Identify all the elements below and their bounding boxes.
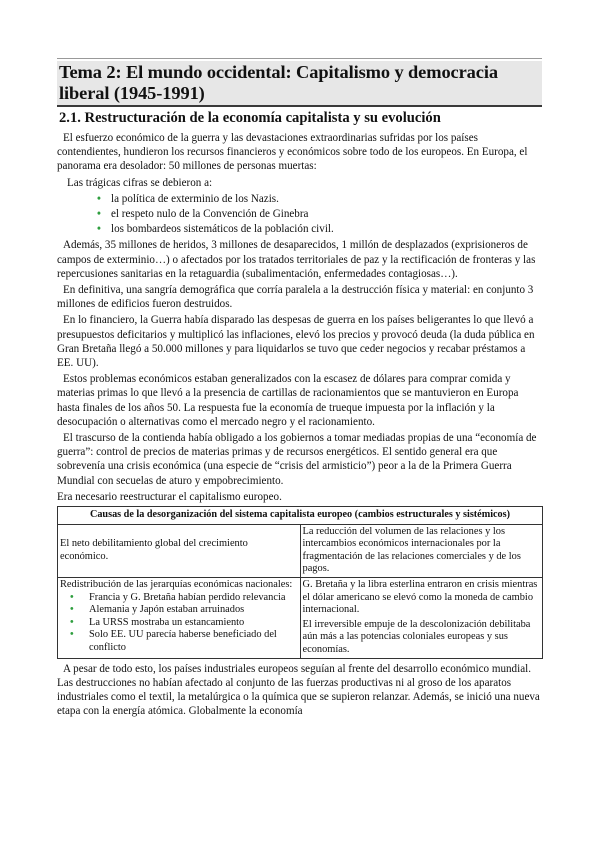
cell-paragraph: El irreversible empuje de la descolonización debilitaba aún más a las potencias coloniales europeas y sus economías.	[302, 618, 531, 656]
list-item: • la política de exterminio de los Nazis.	[97, 192, 543, 206]
paragraph-war-economy: El trascurso de la contienda había obligado a los gobiernos a tomar mediadas propias de una “economía de guerra”: control de precios de materias primas y de recursos energéticos. El sentido general era que sobrevenía una crisis económica (una especie de “crisis del armisticio”) peor a la de la Primera Guerra Mundial con secuelas de aturo y empobrecimiento.	[57, 432, 537, 487]
table-cell: El neto debilitamiento global del crecimiento económico.	[58, 524, 301, 577]
list-item: • Solo EE. UU parecía haberse beneficiado del conflicto	[68, 629, 298, 654]
table-cell	[58, 578, 301, 659]
top-rule	[57, 58, 542, 59]
table-row	[58, 524, 543, 577]
causes-table	[57, 506, 543, 659]
cell-intro: Redistribución de las jerarquías económicas nacionales:	[60, 579, 293, 591]
paragraph-scarcity: Estos problemas económicos estaban generalizados con la escasez de dólares para comprar comida y materias primas lo que llevó a la presencia de cartillas de racionamientos que se mantuvieron en Europa hasta finales de los años 50. La respuesta fue la economía de trueque impuesta por la inflación y la desocupación o alternativas como el mercado negro y el racionamiento.	[57, 373, 519, 428]
list-item: • Alemania y Japón estaban arruinados	[68, 604, 298, 617]
causes-lead: Las trágicas cifras se debieron a:	[67, 176, 213, 189]
section-heading: 2.1. Restructuración de la economía capitalista y su evolución	[59, 110, 441, 126]
list-item: • La URSS mostraba un estancamiento	[68, 617, 298, 630]
cell-paragraph: G. Bretaña y la libra esterlina entraron en crisis mientras el dólar americano se elevó como la moneda de cambio internacional.	[302, 579, 538, 616]
paragraph-restructure: Era necesario reestructurar el capitalismo europeo.	[57, 490, 282, 503]
table-row	[58, 578, 543, 659]
table-cell: La reducción del volumen de las relaciones y los intercambios económicos internacionales por la fragmentación de las relaciones comerciales y de los pagos.	[300, 524, 543, 577]
table-cell	[300, 578, 543, 659]
list-item: • los bombardeos sistemáticos de la población civil.	[97, 222, 543, 236]
paragraph-casualties: Además, 35 millones de heridos, 3 millones de desaparecidos, 1 millón de desplazados (exprisioneros de campos de exterminio…) o afectados por los tratados territoriales de paz y la rectificación de fronteras y las repercusiones sanitarias en la retaguardia (subalimentación, enfermedades contagiosas…).	[57, 239, 536, 280]
paragraph-demography: En definitiva, una sangría demográfica que corría paralela a la destrucción física y material: en conjunto 3 millones de edificios fueron destruidos.	[57, 284, 534, 311]
paragraph-industry: A pesar de todo esto, los países industriales europeos seguían al frente del desarrollo económico mundial. Las destrucciones no habían afectado al conjunto de las fuerzas productivas ni al groso de los aparatos industriales como el textil, la metalúrgica o la química que se supieron relanzar. Además, se inició una nueva etapa con la energía atómica. Globalmente la economía	[57, 662, 540, 718]
list-item: • Francia y G. Bretaña habían perdido relevancia	[68, 592, 298, 605]
document-body	[57, 131, 543, 720]
list-item: • el respeto nulo de la Convención de Ginebra	[97, 207, 543, 221]
paragraph-intro: El esfuerzo económico de la guerra y las devastaciones extraordinarias sufridas por los países contendientes, hundieron los recursos financieros y económicos sobre todo de los europeos. En Europa, el panorama era desolador: 50 millones de personas muertas:	[57, 132, 528, 173]
causes-list	[57, 192, 543, 237]
paragraph-finance: En lo financiero, la Guerra había disparado las despesas de guerra en los países beligerantes lo que llevó a presupuestos deficitarios y multiplicó las inflaciones, elevó los precios y provocó deuda (la duda pública en Gran Bretaña llegó a 50.000 millones y para liquidarlos se tuvo que ceder negocios y recabar préstamos a EE. UU).	[57, 314, 535, 370]
page-title: Tema 2: El mundo occidental: Capitalismo y democracia liberal (1945-1991)	[59, 62, 498, 103]
table-header: Causas de la desorganización del sistema capitalista europeo (cambios estructurales y sistémicos)	[58, 507, 543, 525]
cell-list	[60, 592, 298, 655]
